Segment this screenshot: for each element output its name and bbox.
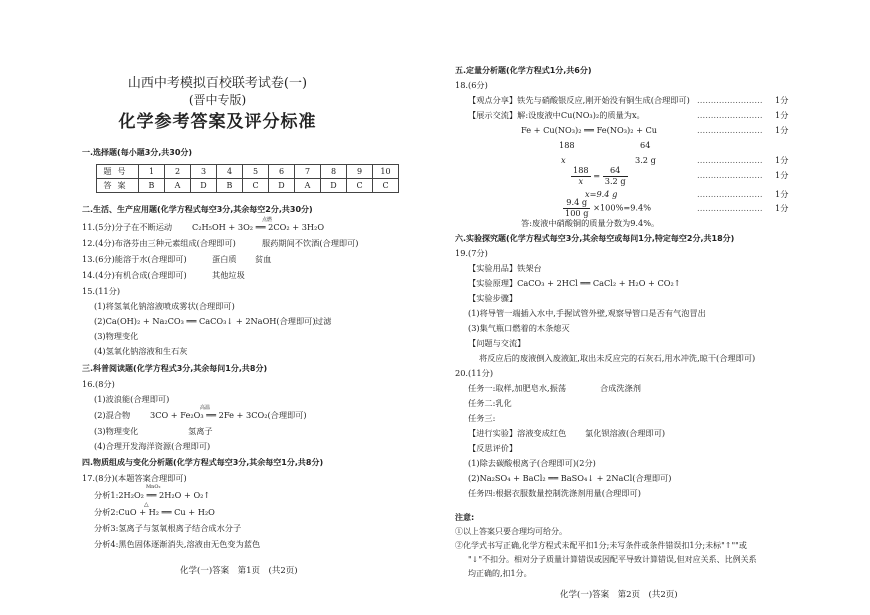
answer-line: (4)氢氧化钠溶液和生石灰 — [94, 346, 188, 356]
table-cell: 2 — [165, 165, 191, 179]
answer-line: 【实验步骤】 — [468, 293, 518, 303]
score-label: 1分 — [775, 189, 789, 199]
answer-line: 蛋白质 — [212, 254, 237, 264]
answer-line: 【反思评价】 — [468, 443, 518, 453]
answer-line: 贫血 — [255, 254, 272, 264]
answer-line: (1)波浪能(合理即可) — [94, 394, 170, 404]
table-cell: 9 — [347, 165, 373, 179]
table-cell: B — [217, 179, 243, 193]
note-line: "↓"不扣分。相对分子质量计算错误或因配平导致计算错误,但对应关系、比例关系 — [468, 555, 757, 564]
score-label: 1分 — [775, 125, 789, 135]
exam-title: 山西中考模拟百校联考试卷(一) — [127, 76, 308, 91]
table-cell: C — [243, 179, 269, 193]
chemical-equation: C₂H₅OH + 3O₂ ══ 2CO₂ + 3H₂O — [192, 222, 325, 232]
table-header-cell: 题号 — [97, 165, 139, 179]
reaction-condition: △ — [144, 501, 149, 508]
score-label: 1分 — [775, 203, 789, 213]
table-cell: 1 — [139, 165, 165, 179]
table-cell: A — [165, 179, 191, 193]
answer-line: 11.(5分)分子在不断运动 — [82, 222, 173, 232]
chemical-equation: 3CO + Fe₂O₃ ══ 2Fe + 3CO₂(合理即可) — [150, 410, 307, 420]
molar-mass: 188 — [559, 140, 575, 150]
table-header-cell: 答案 — [97, 179, 139, 193]
table-cell: B — [139, 179, 165, 193]
table-cell: 7 — [295, 165, 321, 179]
reaction-condition: 点燃 — [262, 217, 273, 223]
answer-line: 氢离子 — [188, 426, 213, 436]
table-row — [97, 179, 399, 193]
score-label: 1分 — [775, 110, 789, 120]
answer-line: 20.(11分) — [455, 368, 494, 378]
answer-line: 【展示交流】解:设废液中Cu(NO₃)₂的质量为x。 — [468, 110, 645, 120]
chemical-equation: 分析2:CuO + H₂ ══ Cu + H₂O — [94, 507, 215, 517]
table-cell: D — [321, 179, 347, 193]
score-label: 1分 — [775, 95, 789, 105]
proportion-equation — [571, 166, 628, 187]
score-dots: …………………… — [697, 189, 763, 199]
answer-line: 【实验用品】铁架台 — [468, 263, 542, 273]
equals-sign: = — [593, 170, 601, 181]
answer-line: (4)合理开发海洋资源(合理即可) — [94, 441, 211, 451]
answer-line: 将反应后的废液倒入废液缸,取出未反应完的石灰石,用水冲洗,晾干(合理即可) — [479, 353, 756, 363]
table-cell: C — [373, 179, 399, 193]
reaction-condition: MnO₂ — [146, 484, 161, 490]
answer-line: 【观点分享】铁先与硝酸银反应,刚开始没有铜生成(合理即可) — [468, 95, 690, 105]
section-heading: 三.科普阅读题(化学方程式3分,其余每问1分,共8分) — [82, 364, 268, 373]
table-cell: A — [295, 179, 321, 193]
answer-line: 任务二:乳化 — [468, 398, 512, 408]
chemical-equation: 【实验原理】CaCO₃ + 2HCl ══ CaCl₂ + H₂O + CO₂↑ — [468, 278, 681, 288]
percentage-calc: $\frac{9.4 g}{100 g}$ ×100%=9.4% — [565, 197, 652, 218]
score-label: 1分 — [775, 170, 789, 180]
answer-line: 氯化钡溶液(合理即可) — [585, 428, 666, 438]
answer-line: (3)集气瓶口燃着的木条熄灭 — [468, 323, 570, 333]
page-footer: 化学(一)答案 第1页 (共2页) — [180, 566, 298, 576]
chemical-equation: (2)Ca(OH)₂ + Na₂CO₃ ══ CaCO₃↓ + 2NaOH(合理即可) — [94, 316, 316, 326]
score-dots: …………………… — [697, 125, 763, 135]
answer-line: 任务一:取样,加肥皂水,振荡 — [468, 383, 567, 393]
table-cell: 3 — [191, 165, 217, 179]
chemical-equation: 分析1:2H₂O₂ ══ 2H₂O + O₂↑ — [94, 490, 211, 500]
table-cell: 8 — [321, 165, 347, 179]
answer-line: 服药期间不饮酒(合理即可) — [262, 238, 359, 248]
score-dots: …………………… — [697, 203, 763, 213]
reaction-condition: 高温 — [200, 405, 211, 411]
answer-line: 任务三: — [468, 413, 496, 423]
section-heading: 一.选择题(每小题3分,共30分) — [82, 148, 193, 157]
answer-line: (1)将导管一端插入水中,手握试管外壁,观察导管口是否有气泡冒出 — [468, 308, 706, 318]
answer-line: (1)将氢氧化钠溶液喷成雾状(合理即可) — [94, 301, 235, 311]
answer-line: 17.(8分)(本题答案合理即可) — [82, 473, 187, 483]
answer-line: 14.(4分)有机合成(合理即可) — [82, 270, 187, 280]
answer-line: (2)混合物 — [94, 410, 131, 420]
table-cell: D — [269, 179, 295, 193]
answer-line: 【问题与交流】 — [468, 338, 526, 348]
answer-line: 18.(6分) — [455, 80, 488, 90]
section-heading: 二.生活、生产应用题(化学方程式每空3分,其余每空2分,共30分) — [82, 205, 313, 214]
answer-line: 任务四:根据衣服数量控制洗涤剂用量(合理即可) — [468, 488, 641, 498]
section-heading: 六.实验探究题(化学方程式每空3分,其余每空或每问1分,特定每空2分,共18分) — [455, 234, 735, 243]
score-dots: …………………… — [697, 110, 763, 120]
table-cell: 6 — [269, 165, 295, 179]
table-cell: 10 — [373, 165, 399, 179]
table-row — [97, 165, 399, 179]
answer-page-2 — [435, 0, 870, 615]
answer-line: 16.(8分) — [82, 379, 115, 389]
molar-mass: 64 — [640, 140, 651, 150]
chemical-equation: (2)Na₂SO₄ + BaCl₂ ══ BaSO₄↓ + 2NaCl(合理即可) — [468, 473, 672, 483]
table-cell: 5 — [243, 165, 269, 179]
fraction: $\frac{64}{3.2 g}$ — [604, 165, 626, 186]
answer-line: 其他垃圾 — [212, 270, 245, 280]
answer-line: 12.(4分)布洛芬由三种元素组成(合理即可) — [82, 238, 236, 248]
answer-line: (1)除去碳酸根离子(合理即可)(2分) — [468, 458, 596, 468]
answer-line: 答:废液中硝酸铜的质量分数为9.4%。 — [521, 218, 660, 228]
note-line: ①以上答案只要合理均可给分。 — [455, 527, 567, 536]
fraction: $\frac{188}{x}$ — [573, 165, 589, 186]
answer-line: 15.(11分) — [82, 286, 121, 296]
answer-line: 过滤 — [315, 316, 332, 326]
chemical-equation: Fe + Cu(NO₃)₂ ══ Fe(NO₃)₂ + Cu — [521, 125, 658, 135]
answer-line: 分析3:氢离子与氢氧根离子结合成水分子 — [94, 523, 242, 533]
section-heading: 四.物质组成与变化分析题(化学方程式每空3分,其余每空1分,共8分) — [82, 458, 324, 467]
answer-line: 19.(7分) — [455, 248, 488, 258]
answer-line: 【进行实验】溶液变成红色 — [468, 428, 567, 438]
answer-line: (3)物理变化 — [94, 331, 139, 341]
fraction: $\frac{9.4 g}{100 g}$ — [565, 197, 589, 218]
table-cell: 4 — [217, 165, 243, 179]
result-line: x=9.4 g — [585, 189, 618, 199]
answer-table — [96, 164, 399, 193]
exam-edition: (晋中专版) — [188, 93, 247, 107]
page-title: 化学参考答案及评分标准 — [118, 112, 317, 132]
score-dots: …………………… — [697, 170, 763, 180]
page-footer: 化学(一)答案 第2页 (共2页) — [560, 590, 678, 600]
answer-line: 分析4:黑色固体逐渐消失,溶液由无色变为蓝色 — [94, 539, 261, 549]
notes-heading: 注意: — [455, 513, 475, 522]
score-label: 1分 — [775, 155, 789, 165]
score-dots: …………………… — [697, 95, 763, 105]
section-heading: 五.定量分析题(化学方程式1分,共6分) — [455, 66, 592, 75]
answer-line: (3)物理变化 — [94, 426, 139, 436]
score-dots: …………………… — [697, 155, 763, 165]
note-line: ②化学式书写正确,化学方程式未配平扣1分;未写条件或条件错误扣1分;未标"↑""或 — [455, 541, 747, 550]
answer-line: 合成洗涤剂 — [600, 383, 641, 393]
given-mass: 3.2 g — [635, 155, 656, 165]
table-cell: C — [347, 179, 373, 193]
unknown-variable: x — [561, 155, 566, 165]
table-cell: D — [191, 179, 217, 193]
note-line: 均正确的,扣1分。 — [468, 569, 532, 578]
answer-line: 13.(6分)能溶于水(合理即可) — [82, 254, 187, 264]
